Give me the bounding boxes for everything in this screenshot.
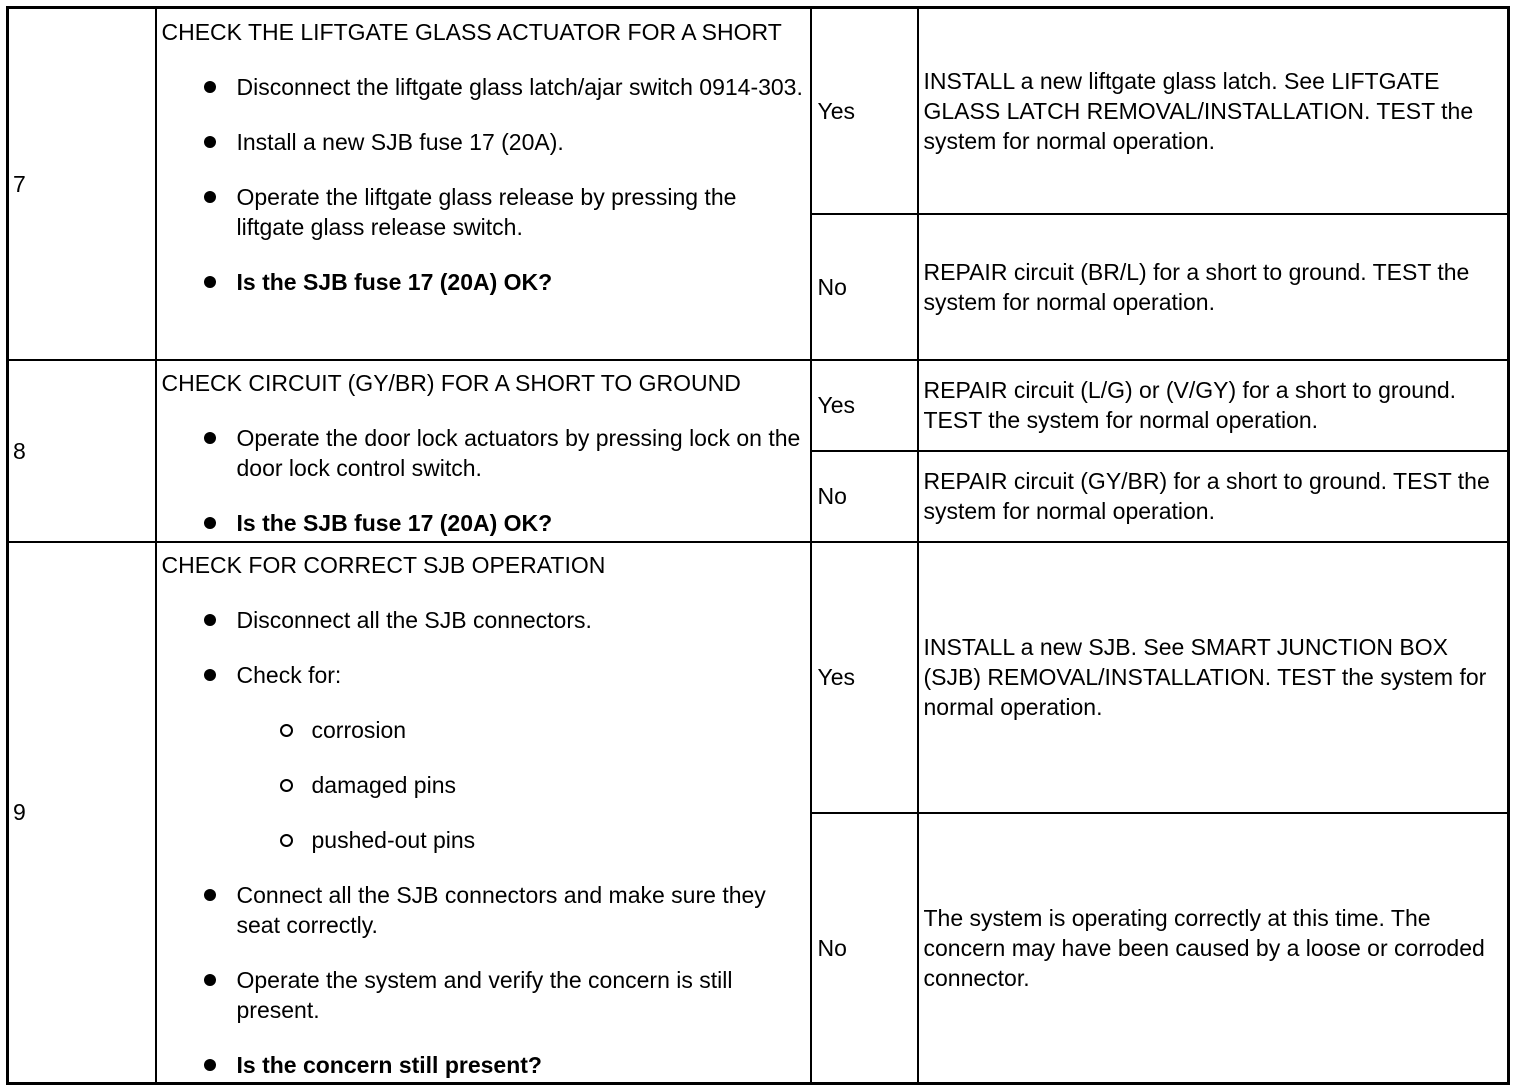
step-bullet: Disconnect all the SJB connectors.: [162, 605, 810, 635]
bullet-icon: [204, 432, 216, 444]
step-bullets: [162, 423, 810, 538]
step-number: 9: [8, 542, 156, 1084]
bullet-icon: [204, 974, 216, 986]
sub-bullet-icon: [280, 779, 293, 792]
step-number: 8: [8, 360, 156, 542]
bullet-icon: [204, 191, 216, 203]
step-bullets: [162, 605, 810, 1080]
step-bullet: Connect all the SJB connectors and make sure they seat correctly.: [162, 880, 810, 940]
bullet-icon: [204, 276, 216, 288]
step-title: CHECK CIRCUIT (GY/BR) FOR A SHORT TO GROUND: [161, 369, 741, 396]
step-sub-bullet: damaged pins: [237, 770, 810, 800]
answer-yes: Yes: [811, 360, 918, 451]
bullet-icon: [204, 614, 216, 626]
step-7-yes-row: [8, 8, 1509, 214]
step-bullet: Check for: corrosion damaged pins pushed-out pins: [162, 660, 810, 855]
step-sub-bullet: pushed-out pins: [237, 825, 810, 855]
step-title: CHECK THE LIFTGATE GLASS ACTUATOR FOR A SHORT: [161, 19, 782, 45]
answer-no: No: [811, 451, 918, 542]
step-question: Is the SJB fuse 17 (20A) OK?: [162, 508, 810, 538]
result-yes: INSTALL a new SJB. See SMART JUNCTION BOX (SJB) REMOVAL/INSTALLATION. TEST the system for normal operation.: [918, 542, 1509, 813]
bullet-icon: [204, 517, 216, 529]
step-bullet: Operate the liftgate glass release by pressing the liftgate glass release switch.: [162, 182, 810, 242]
bullet-icon: [204, 81, 216, 93]
answer-yes: Yes: [811, 8, 918, 214]
result-no: REPAIR circuit (BR/L) for a short to ground. TEST the system for normal operation.: [918, 214, 1509, 360]
answer-no: No: [811, 813, 918, 1084]
result-yes: REPAIR circuit (L/G) or (V/GY) for a short to ground. TEST the system for normal operation.: [918, 360, 1509, 451]
diagnostic-steps-table: [6, 6, 1510, 1085]
bullet-icon: [204, 1059, 216, 1071]
result-no: The system is operating correctly at this time. The concern may have been caused by a loose or corroded connector.: [918, 813, 1509, 1084]
step-bullet: Operate the door lock actuators by pressing lock on the door lock control switch.: [162, 423, 810, 483]
bullet-icon: [204, 136, 216, 148]
step-question: Is the concern still present?: [162, 1050, 810, 1080]
step-bullet: Install a new SJB fuse 17 (20A).: [162, 127, 810, 157]
result-no: REPAIR circuit (GY/BR) for a short to ground. TEST the system for normal operation.: [918, 451, 1509, 542]
sub-bullet-icon: [280, 724, 293, 737]
step-action: [156, 8, 811, 360]
answer-yes: Yes: [811, 542, 918, 813]
step-title: CHECK FOR CORRECT SJB OPERATION: [161, 551, 606, 578]
step-number: 7: [8, 8, 156, 360]
result-yes: INSTALL a new liftgate glass latch. See LIFTGATE GLASS LATCH REMOVAL/INSTALLATION. TEST the system for normal operation.: [918, 8, 1509, 214]
step-bullet: Disconnect the liftgate glass latch/ajar switch 0914-303.: [162, 72, 810, 102]
step-9-yes-row: [8, 542, 1509, 813]
step-question: Is the SJB fuse 17 (20A) OK?: [162, 267, 810, 297]
step-action: [156, 360, 811, 542]
step-sub-bullets: [162, 715, 810, 855]
step-8-yes-row: [8, 360, 1509, 451]
step-action: [156, 542, 811, 1084]
bullet-icon: [204, 669, 216, 681]
bullet-icon: [204, 889, 216, 901]
step-bullets: [162, 72, 810, 297]
sub-bullet-icon: [280, 834, 293, 847]
step-bullet: Operate the system and verify the concern is still present.: [162, 965, 810, 1025]
step-sub-bullet: corrosion: [237, 715, 810, 745]
answer-no: No: [811, 214, 918, 360]
